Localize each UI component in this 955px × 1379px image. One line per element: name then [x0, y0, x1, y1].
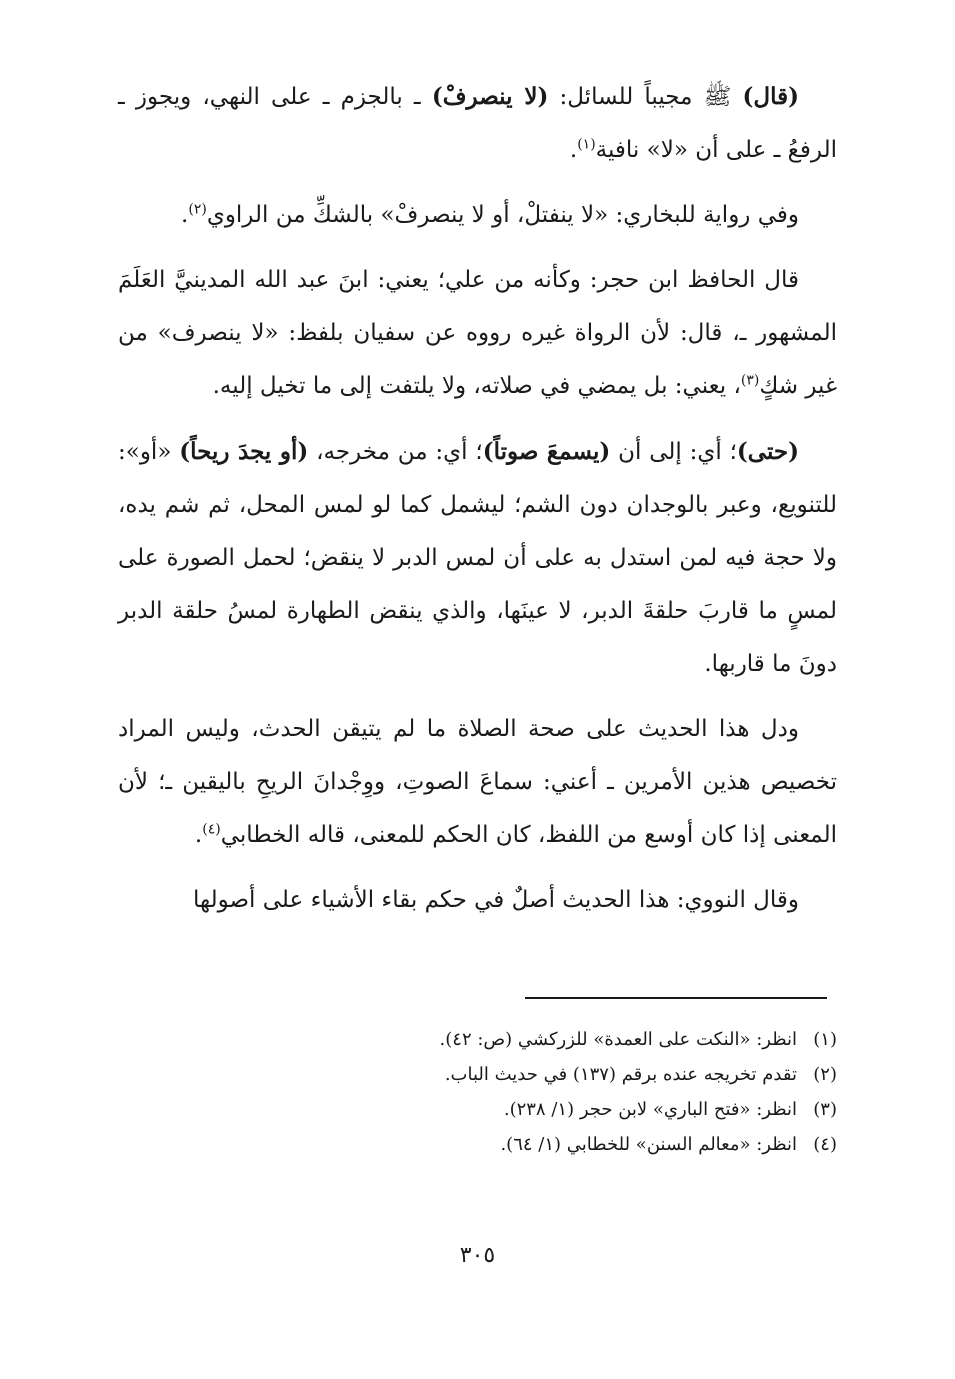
- main-text: [118, 70, 837, 939]
- footnote-number: (٢): [813, 1064, 837, 1085]
- footnote-ref-3[interactable]: (٣): [740, 372, 760, 389]
- footnotes: [118, 1022, 837, 1162]
- footnote-ref-4[interactable]: (٤): [202, 821, 221, 838]
- footnote-number: (١): [813, 1029, 837, 1050]
- footnote-text: انظر: «معالم السنن» للخطابي (١/ ٦٤).: [500, 1134, 797, 1155]
- footnote-number: (٤): [813, 1134, 837, 1155]
- footnote-number: (٣): [813, 1099, 837, 1120]
- footnote-text: انظر: «النكت على العمدة» للزركشي (ص: ٤٢).: [439, 1029, 797, 1050]
- footnote-1: [118, 1022, 837, 1057]
- footnote-4: [118, 1127, 837, 1162]
- footnote-ref-1[interactable]: (١): [577, 136, 596, 153]
- paragraph-6: وقال النووي: هذا الحديث أصلٌ في حكم بقاء الأشياء على أصولها: [193, 887, 799, 913]
- paragraph-4: (حتى)؛ أي: إلى أن (يسمعَ صوتاً)؛ أي: من مخرجه، (أو يجدَ ريحاً) «أو»: للتنويع، وعبر بالوجدان دون الشم؛ ليشمل كما لو لمس المحل، ثم شم يده، ولا حجة فيه لمن استدل به على أن لمس الدبر لا ينقض؛ لحمل الصورة على لمسٍ ما قاربَ حلقةَ الدبر، لا عينَها، والذي ينقض الطهارة لمسُ حلقة الدبر دونَ ما قاربها.: [118, 438, 837, 677]
- footnote-divider: [525, 997, 827, 999]
- quoted-word: (قال): [742, 83, 799, 110]
- paragraph-1: (قال) ﷺ مجيباً للسائل: (لا ينصرفْ) ـ بالجزم ـ على النهي، ويجوز ـ الرفعُ ـ على أن «لا» نافية$^{(١)}$.: [118, 83, 837, 163]
- page-number: ٣٠٥: [459, 1243, 496, 1268]
- quoted-word: (حتى): [736, 438, 800, 465]
- quoted-phrase: (أو يجدَ ريحاً): [179, 438, 309, 465]
- paragraph-2: وفي رواية للبخاري: «لا ينفتلْ، أو لا ينصرفْ» بالشكِّ من الراوي$^{(٢)}$.: [181, 201, 799, 228]
- quoted-phrase: (يسمعَ صوتاً): [482, 438, 611, 465]
- footnote-3: [118, 1092, 837, 1127]
- footnote-ref-2[interactable]: (٢): [188, 201, 207, 218]
- quoted-phrase: (لا ينصرفْ): [431, 83, 549, 110]
- footnote-text: تقدم تخريجه عنده برقم (١٣٧) في حديث الباب.: [444, 1064, 797, 1085]
- paragraph-3: قال الحافظ ابن حجر: وكأنه من علي؛ يعني: ابنَ عبد الله المدينيَّ العَلَمَ المشهور ـ، قال: لأن الرواة غيره رووه عن سفيان بلفظ: «لا ينصرف» من غير شكٍ$^{(٣)}$، يعني: بل يمضي في صلاته، ولا يلتفت إلى ما تخيل إليه.: [118, 267, 837, 399]
- footnote-2: [118, 1057, 837, 1092]
- footnote-text: انظر: «فتح الباري» لابن حجر (١/ ٢٣٨).: [503, 1099, 797, 1120]
- paragraph-5: ودل هذا الحديث على صحة الصلاة ما لم يتيقن الحدث، وليس المراد تخصيص هذين الأمرين ـ أعني: سماعَ الصوتِ، ووِجْدانَ الريحِ باليقين ـ؛ لأن المعنى إذا كان أوسع من اللفظ، كان الحكم للمعنى، قاله الخطابي$^{(٤)}$.: [118, 716, 837, 848]
